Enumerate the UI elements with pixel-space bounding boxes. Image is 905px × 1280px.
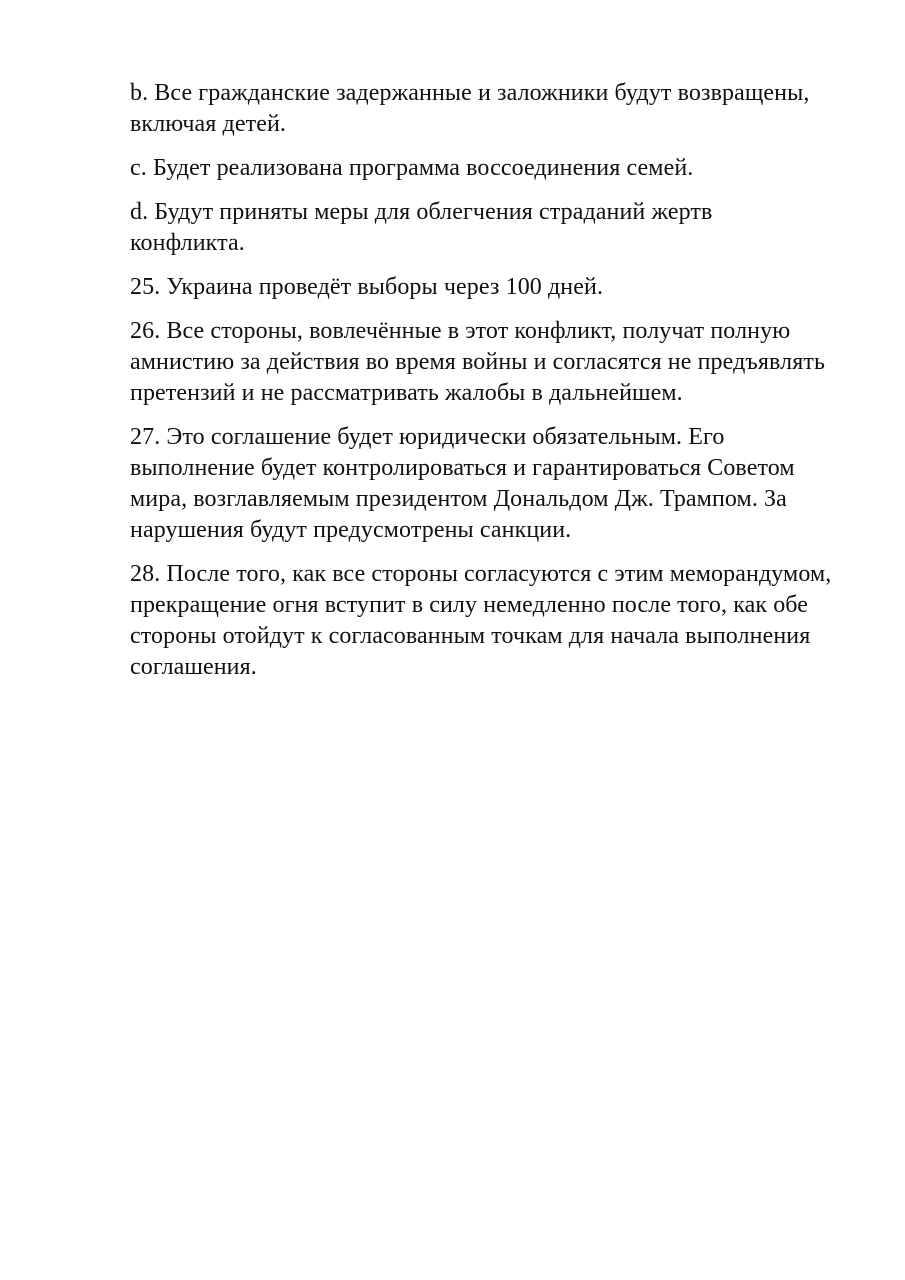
document-text-block xyxy=(130,78,832,683)
paragraph-item-c: c. Будет реализована программа воссоединения семей. xyxy=(130,155,694,181)
paragraph-item-25: 25. Украина проведёт выборы через 100 дней. xyxy=(130,274,604,300)
paragraph-item-27: 27. Это соглашение будет юридически обязательным. Его выполнение будет контролироваться и гарантироваться Советом мира, возглавляемым президентом Дональдом Дж. Трампом. За нарушения будут предусмотрены санкции. xyxy=(130,424,795,543)
paragraph-item-d: d. Будут приняты меры для облегчения страданий жертв конфликта. xyxy=(130,199,713,256)
paragraph-item-26: 26. Все стороны, вовлечённые в этот конфликт, получат полную амнистию за действия во время войны и согласятся не предъявлять претензий и не рассматривать жалобы в дальнейшем. xyxy=(130,318,826,406)
paragraph-item-b: b. Все гражданские задержанные и заложники будут возвращены, включая детей. xyxy=(130,80,810,137)
paragraph-item-28: 28. После того, как все стороны согласуются с этим меморандумом, прекращение огня вступит в силу немедленно после того, как обе стороны отойдут к согласованным точкам для начала выполнения соглашения. xyxy=(130,561,832,680)
